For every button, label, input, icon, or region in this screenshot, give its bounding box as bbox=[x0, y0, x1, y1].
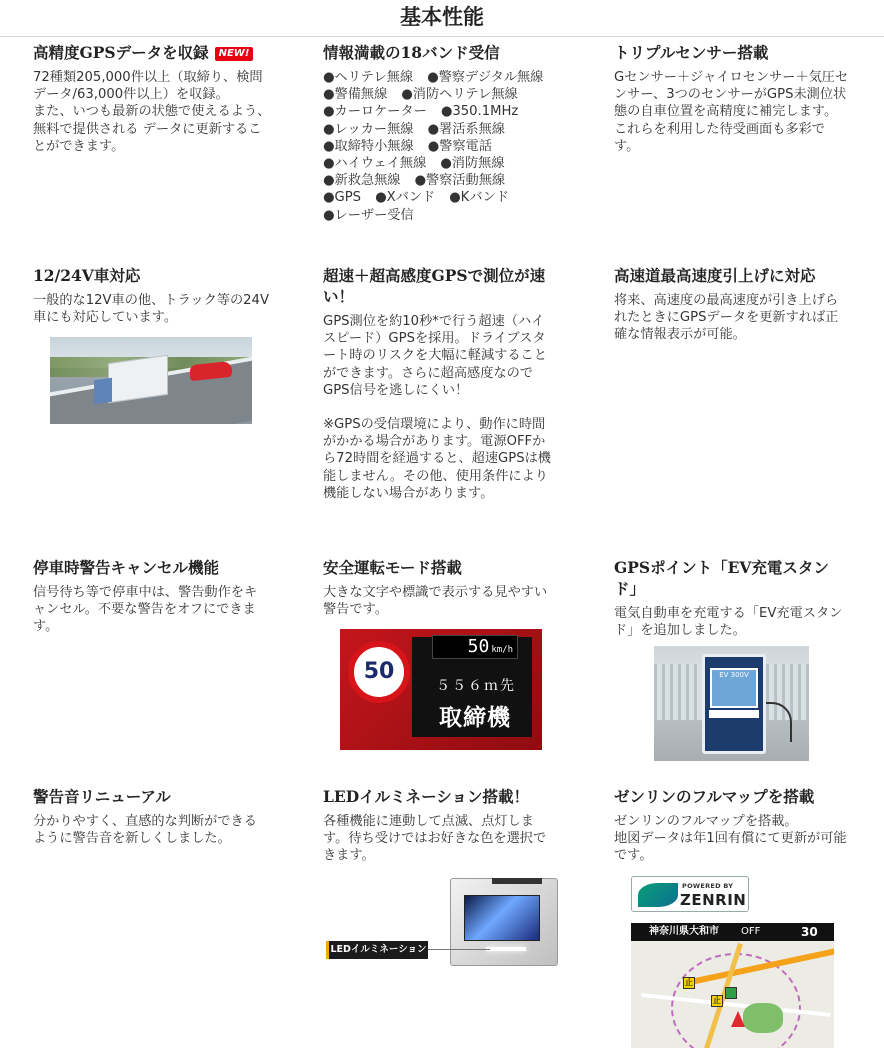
feature-body: GPS測位を約10秒*で行う超速（ハイスピード）GPSを採用。ドライブスタート時のリスクを大幅に軽減することができます。さらに超高感度なのでGPS信号を逃しにくい！ bbox=[323, 314, 547, 398]
band-list bbox=[323, 69, 553, 224]
feature-title: 高精度GPSデータを収録 NEW! bbox=[33, 42, 295, 63]
feature-vehicle bbox=[33, 265, 295, 326]
feature-body: Gセンサー＋ジャイロセンサー＋気圧センサー、3つのセンサーがGPS未測位状態の自車位置を高精度に補完します。これらを利用した待受画面も多彩です。 bbox=[614, 70, 849, 154]
band-item: ●警察電話 bbox=[427, 138, 492, 154]
feature-title: 停車時警告キャンセル機能 bbox=[33, 558, 220, 577]
feature-title: ゼンリンのフルマップを搭載 bbox=[614, 787, 815, 806]
feature-title: トリプルセンサー搭載 bbox=[614, 43, 769, 62]
band-item: ●消防無線 bbox=[440, 156, 505, 172]
distance-text: ５５６ｍ先 bbox=[436, 678, 516, 694]
safe-mode-display-image bbox=[340, 629, 542, 750]
stop-sign-icon: 止 bbox=[685, 978, 693, 987]
feature-title: GPSポイント「EV充電スタンド」 bbox=[614, 558, 829, 598]
feature-body: 信号待ち等で停車中は、警告動作をキャンセル。不要な警告をオフにできます。 bbox=[33, 585, 258, 635]
band-item: ●ハイウェイ無線 bbox=[323, 156, 427, 172]
poi-icon bbox=[725, 987, 737, 999]
led-tag: LEDイルミネーション bbox=[326, 941, 428, 959]
map-status-bar bbox=[631, 923, 834, 941]
band-item: ●消防ヘリテレ無線 bbox=[401, 87, 518, 103]
band-item: ●Kバンド bbox=[449, 190, 509, 206]
truck-highway-image bbox=[50, 337, 252, 424]
band-item: ●取締特小無線 bbox=[323, 138, 414, 154]
title-divider bbox=[0, 36, 884, 37]
band-item: ●警察活動無線 bbox=[414, 173, 506, 189]
ev-screen: EV 300V bbox=[710, 668, 758, 708]
band-item: ●警察デジタル無線 bbox=[427, 70, 544, 85]
band-item: ●新救急無線 bbox=[323, 173, 401, 189]
warning-label: 取締機 bbox=[439, 705, 511, 731]
band-item: ●署活系無線 bbox=[427, 121, 505, 137]
feature-bands bbox=[323, 42, 585, 224]
band-item: ●カーロケーター bbox=[323, 104, 427, 120]
feature-highway bbox=[614, 265, 876, 344]
feature-led bbox=[323, 786, 585, 865]
feature-title: 12/24V車対応 bbox=[33, 266, 141, 285]
zenrin-map-image bbox=[631, 923, 834, 1048]
feature-triple-sensor bbox=[614, 42, 876, 155]
car-position-icon bbox=[731, 1011, 745, 1027]
feature-title: 警告音リニューアル bbox=[33, 787, 171, 806]
feature-title: LEDイルミネーション搭載！ bbox=[323, 787, 530, 806]
feature-body: 電気自動車を充電する「EV充電スタンド」を追加しました。 bbox=[614, 606, 843, 639]
feature-title: 安全運転モード搭載 bbox=[323, 558, 462, 577]
page-title: 基本性能 bbox=[400, 4, 484, 29]
feature-title: 情報満載の18バンド受信 bbox=[323, 43, 500, 62]
feature-sound bbox=[33, 786, 295, 847]
speed-readout: 50 km/h bbox=[432, 635, 518, 659]
ev-charging-stand-image bbox=[654, 646, 809, 761]
stop-sign-icon: 止 bbox=[713, 996, 721, 1005]
led-illumination-image bbox=[322, 875, 558, 970]
speed-limit-sign-icon: 50 bbox=[348, 641, 410, 703]
feature-fast-gps bbox=[323, 265, 585, 502]
feature-body: 分かりやすく、直感的な判断ができるように警告音を新しくしました。 bbox=[33, 814, 257, 847]
feature-stop-cancel bbox=[33, 557, 295, 636]
band-item: ●GPS bbox=[323, 190, 362, 206]
feature-zenrin bbox=[614, 786, 876, 865]
band-item: ●レッカー無線 bbox=[323, 121, 414, 137]
band-item: ●警備無線 bbox=[323, 87, 388, 103]
feature-gps-data bbox=[33, 42, 295, 155]
feature-body: ゼンリンのフルマップを搭載。 地図データは年1回有償にて更新が可能です。 bbox=[614, 814, 847, 864]
feature-ev-stand bbox=[614, 557, 876, 639]
map-speed: 30 bbox=[801, 925, 818, 939]
band-item: ●350.1MHz bbox=[440, 104, 519, 120]
band-item: ●Xバンド bbox=[375, 190, 436, 206]
feature-note: ※GPSの受信環境により、動作に時間がかかる場合があります。電源OFFから72時間を経過すると、超速GPSは機能しません。その他、使用条件により機能しない場合があります。 bbox=[323, 417, 551, 501]
new-badge: NEW! bbox=[215, 47, 254, 61]
map-status: OFF bbox=[741, 926, 761, 937]
feature-body: 各種機能に連動して点滅、点灯します。待ち受けではお好きな色を選択できます。 bbox=[323, 814, 547, 864]
feature-body: 将来、高速度の最高速度が引き上げられたときにGPSデータを更新すれば正確な情報表示が可能。 bbox=[614, 293, 839, 343]
feature-title: 超速＋超高感度GPSで測位が速い！ bbox=[323, 266, 546, 306]
feature-body: 大きな文字や標識で表示する見やすい警告です。 bbox=[323, 585, 548, 618]
band-item: ●レーザー受信 bbox=[323, 207, 414, 223]
band-item: ●ヘリテレ無線 bbox=[323, 70, 414, 85]
map-city: 神奈川県大和市 bbox=[649, 926, 719, 937]
feature-body: 一般的な12V車の他、トラック等の24V車にも対応しています。 bbox=[33, 293, 269, 326]
zenrin-logo: POWERED BY ZENRIN bbox=[631, 876, 749, 912]
feature-body: 72種類205,000件以上（取締り、検問データ/63,000件以上）を収録。 また、いつも最新の状態で使えるよう、無料で提供される データに更新することができます。 bbox=[33, 70, 271, 154]
feature-title: 高速道最高速度引上げに対応 bbox=[614, 266, 816, 285]
feature-safe-mode bbox=[323, 557, 585, 618]
